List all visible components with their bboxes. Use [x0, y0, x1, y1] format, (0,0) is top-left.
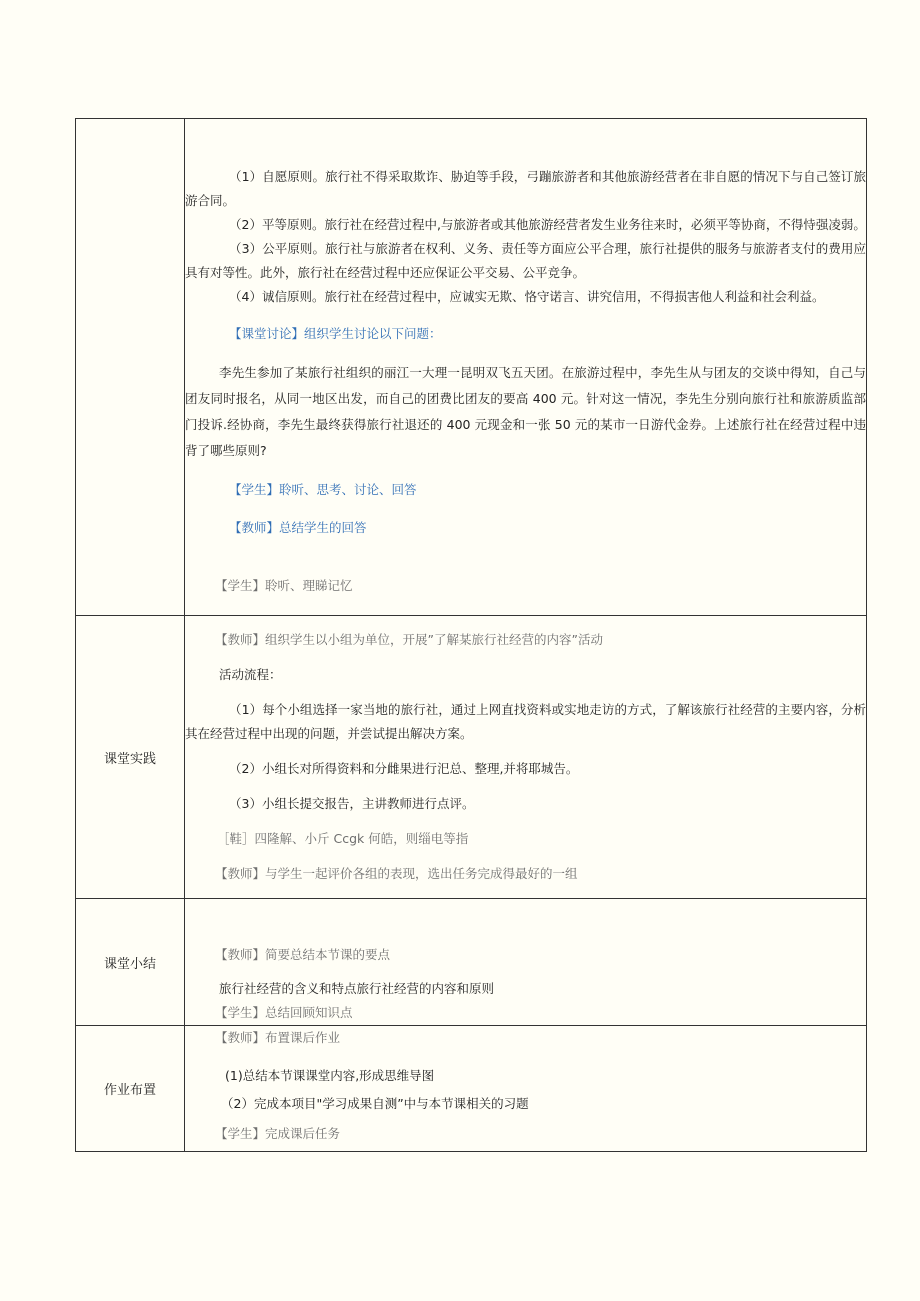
- homework-student-line: 【学生】完成课后任务: [215, 1126, 341, 1141]
- principle-integrity: （4）诚信原则。旅行社在经营过程中，应诚实无欺、恪守诺言、讲究信用，不得损害他人利益和社会利益。: [229, 289, 825, 304]
- homework-task-1: (1)总结本节课课堂内容,形成思维导图: [225, 1068, 435, 1083]
- homework-teacher-line: 【教师】布置课后作业: [215, 1030, 341, 1045]
- row-homework: [76, 1026, 867, 1152]
- discussion-teacher-line: 【教师】总结学生的回答: [229, 520, 367, 535]
- principle-fairness: （3）公平原则。旅行社与旅游者在权利、义务、责任等方面应公平合理，旅行社提供的服务与旅游者支付的费用应具有对等性。此外，旅行社在经营过程中还应保证公平交易、公平竞争。: [185, 241, 866, 280]
- principle-voluntary: （1）自愿原则。旅行社不得采取欺诈、胁迫等手段，弓蹦旅游者和其他旅游经营者在非自愿的情况下与自己签订旅游合同。: [185, 169, 866, 208]
- practice-process-title: 活动流程：: [219, 667, 282, 682]
- row-label-summary: 课堂小结: [76, 899, 185, 1026]
- homework-cell: [185, 1026, 867, 1152]
- summary-teacher-line: 【教师】简要总结本节课的要点: [215, 947, 391, 962]
- practice-step-1: （1）每个小组选择一家当地的旅行社，通过上网直找资料或实地走访的方式，了解该旅行社经营的主要内容，分析其在经营过程中出现的问题，并尝试提出解决方案。: [185, 702, 866, 741]
- practice-cell: [185, 616, 867, 899]
- principle-equality: （2）平等原则。旅行社在经营过程中,与旅游者或其他旅游经营者发生业务往来时，必须平等协商，不得恃强凌弱。: [229, 217, 866, 232]
- row-summary: [76, 899, 867, 1026]
- practice-step-2: （2）小组长对所得资料和分雌果进行汜总、整理,并将耶城告。: [229, 761, 579, 776]
- discussion-title: 【课堂讨论】组织学生讨论以下问题：: [229, 326, 442, 341]
- practice-student-line: ［鞋］四隆解、小斤 Ccgk 何皓，则缁电等指: [217, 831, 469, 846]
- summary-cell: [185, 899, 867, 1026]
- row-practice: [76, 616, 867, 899]
- row-label-homework: 作业布置: [76, 1026, 185, 1152]
- practice-step-3: （3）小组长提交报告，主讲教师进行点评。: [229, 796, 475, 811]
- lesson-plan-table: [75, 118, 867, 1152]
- row-label-practice: 课堂实践: [76, 616, 185, 899]
- summary-student-line: 【学生】总结回顾知识点: [215, 1005, 353, 1020]
- discussion-student-line: 【学生】聆听、思考、讨论、回答: [229, 482, 417, 497]
- principles-cell: [185, 119, 867, 616]
- summary-text: 旅行社经营的含义和特点旅行社经营的内容和原则: [219, 981, 495, 996]
- row-label-empty: [76, 119, 185, 616]
- practice-teacher-intro: 【教师】组织学生以小组为单位，开展”了解某旅行社经营的内容”活动: [215, 632, 603, 647]
- listen-student-line: 【学生】聆听、理睇记忆: [215, 578, 353, 593]
- row-principles: [76, 119, 867, 616]
- case-text: 李先生参加了某旅行社组织的丽江一大理一昆明双飞五天团。在旅游过程中，李先生从与团友的交谈中得知，自己与团友同时报名，从同一地区出发，而自己的团费比团友的要高 400 元。针对这一情况，李先生分别向旅行社和旅游质监部门投诉.经协商，李先生最终获得旅行社退还的 400 元现金和一张 50 元的某市一日游代金券。上述旅行社在经营过程中违背了哪些原则?: [185, 365, 866, 458]
- homework-task-2: （2）完成本项目"学习成果自测”中与本节课相关的习题: [221, 1096, 529, 1111]
- practice-teacher-line: 【教师】与学生一起评价各组的表现，选出任务完成得最好的一组: [215, 866, 578, 881]
